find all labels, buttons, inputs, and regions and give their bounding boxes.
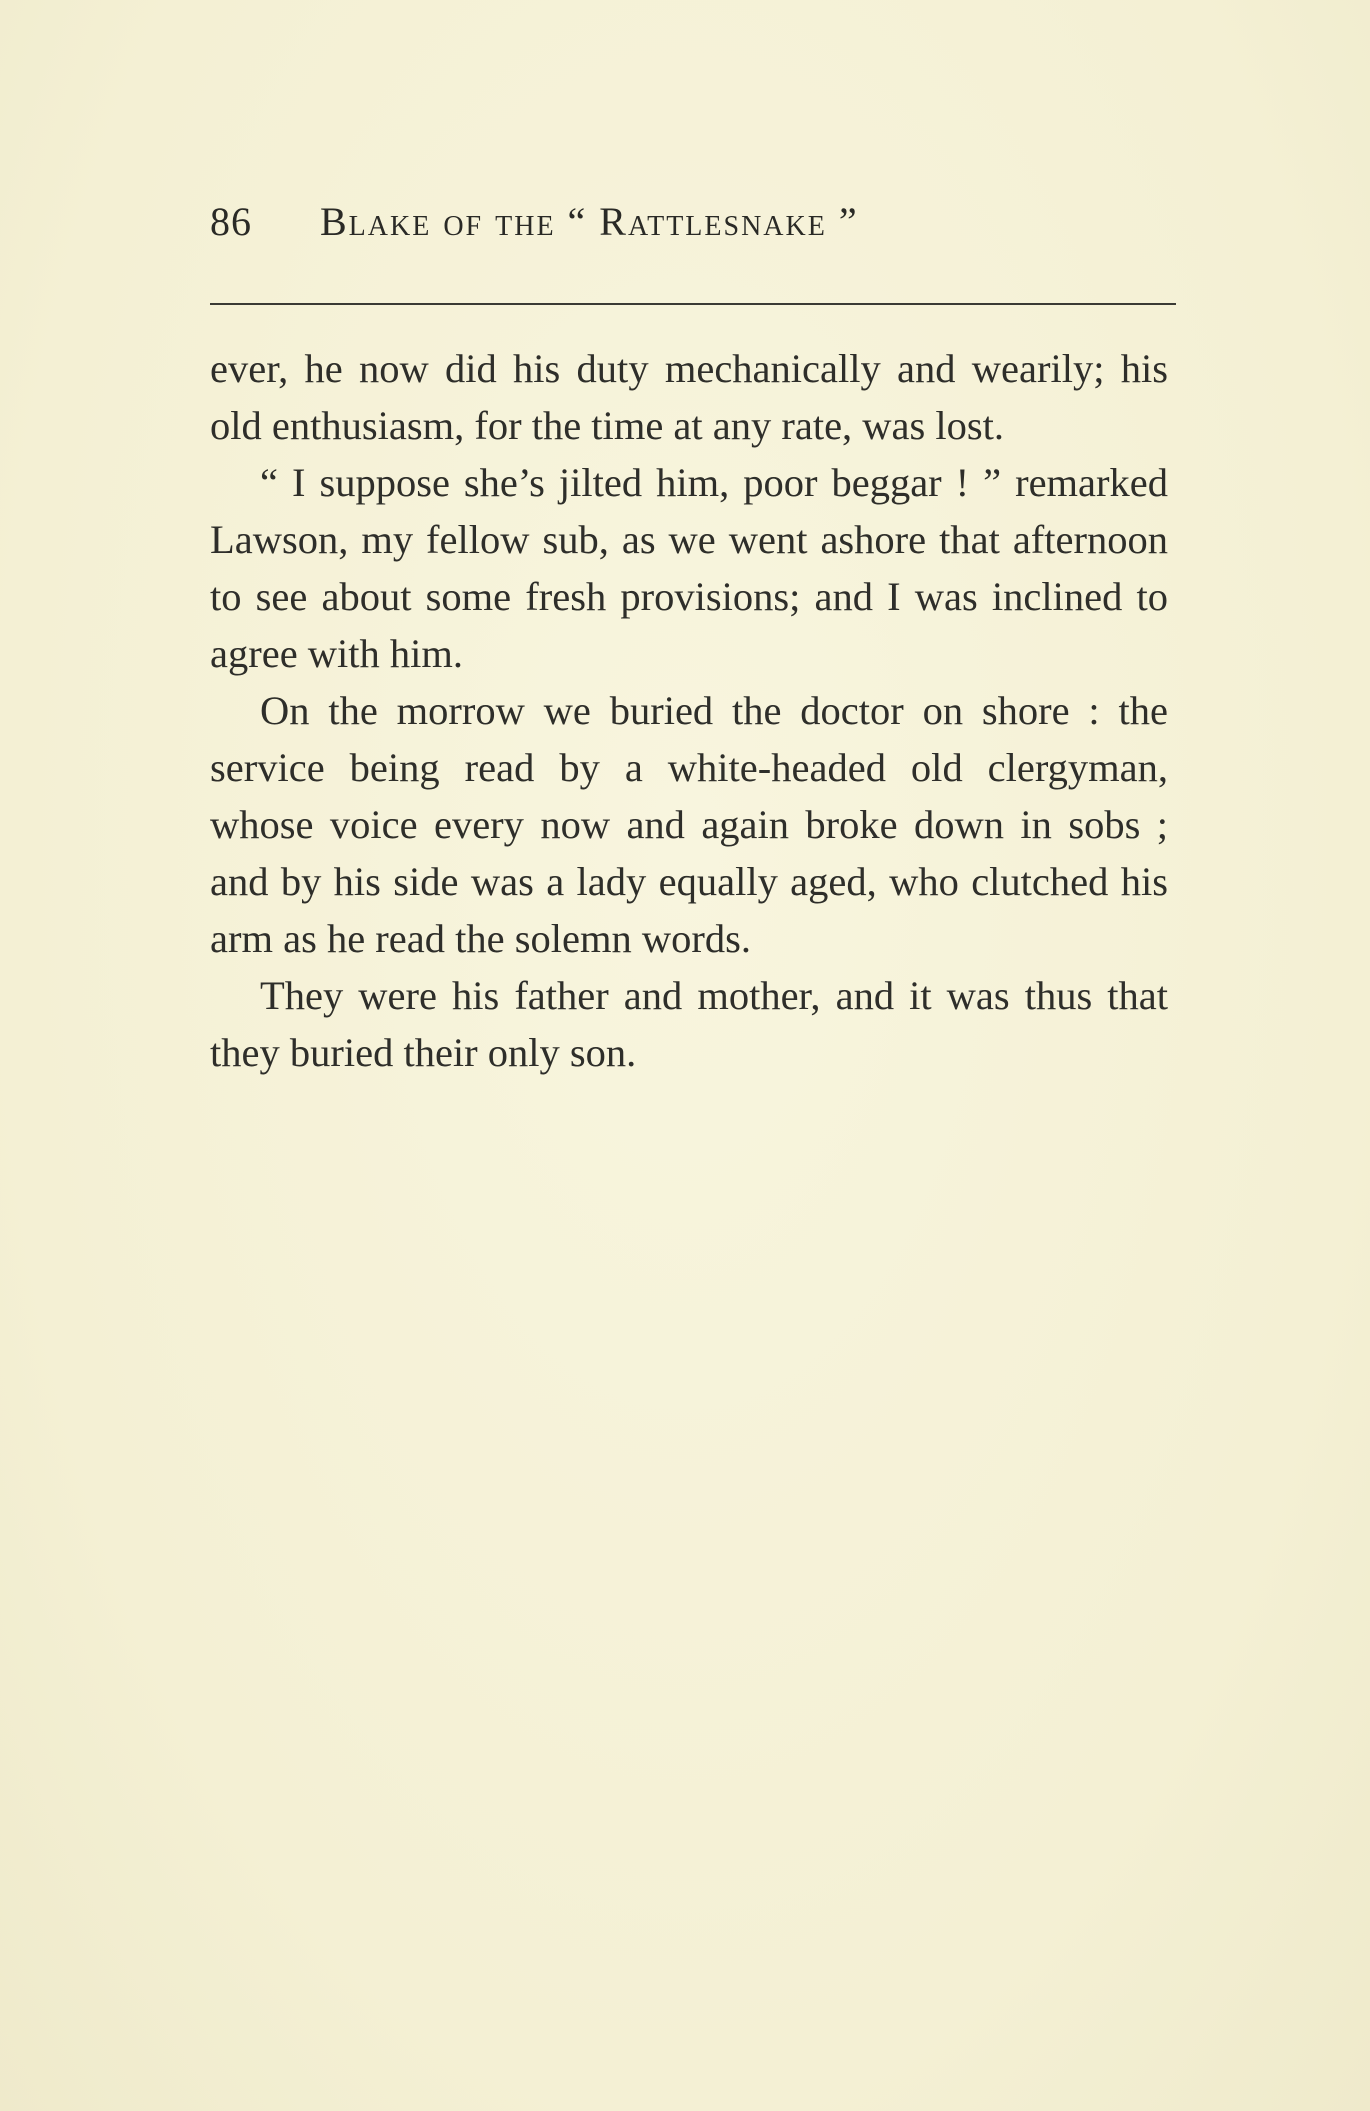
paragraph-4: They were his father and mother, and it was thus that they buried their only son. (210, 973, 1168, 1075)
page-number: 86 (210, 199, 252, 244)
body-text (210, 340, 1168, 1081)
running-title: Blake of the “ Rattlesnake ” (320, 199, 859, 244)
running-header (210, 198, 1176, 258)
paragraph-3: On the morrow we buried the doctor on shore : the service being read by a white-headed old clergyman, whose voice every now and again broke down in sobs ; and by his side was a lady equally aged, who clutched his arm as he read the solemn words. (210, 688, 1168, 961)
paragraph-2: “ I suppose she’s jilted him, poor beggar ! ” remarked Lawson, my fellow sub, as we went ashore that afternoon to see about some fresh provisions; and I was inclined to agree with him. (210, 460, 1168, 676)
paragraph-1: ever, he now did his duty mechanically and wearily; his old enthusiasm, for the time at any rate, was lost. (210, 346, 1168, 448)
header-rule (210, 303, 1176, 305)
